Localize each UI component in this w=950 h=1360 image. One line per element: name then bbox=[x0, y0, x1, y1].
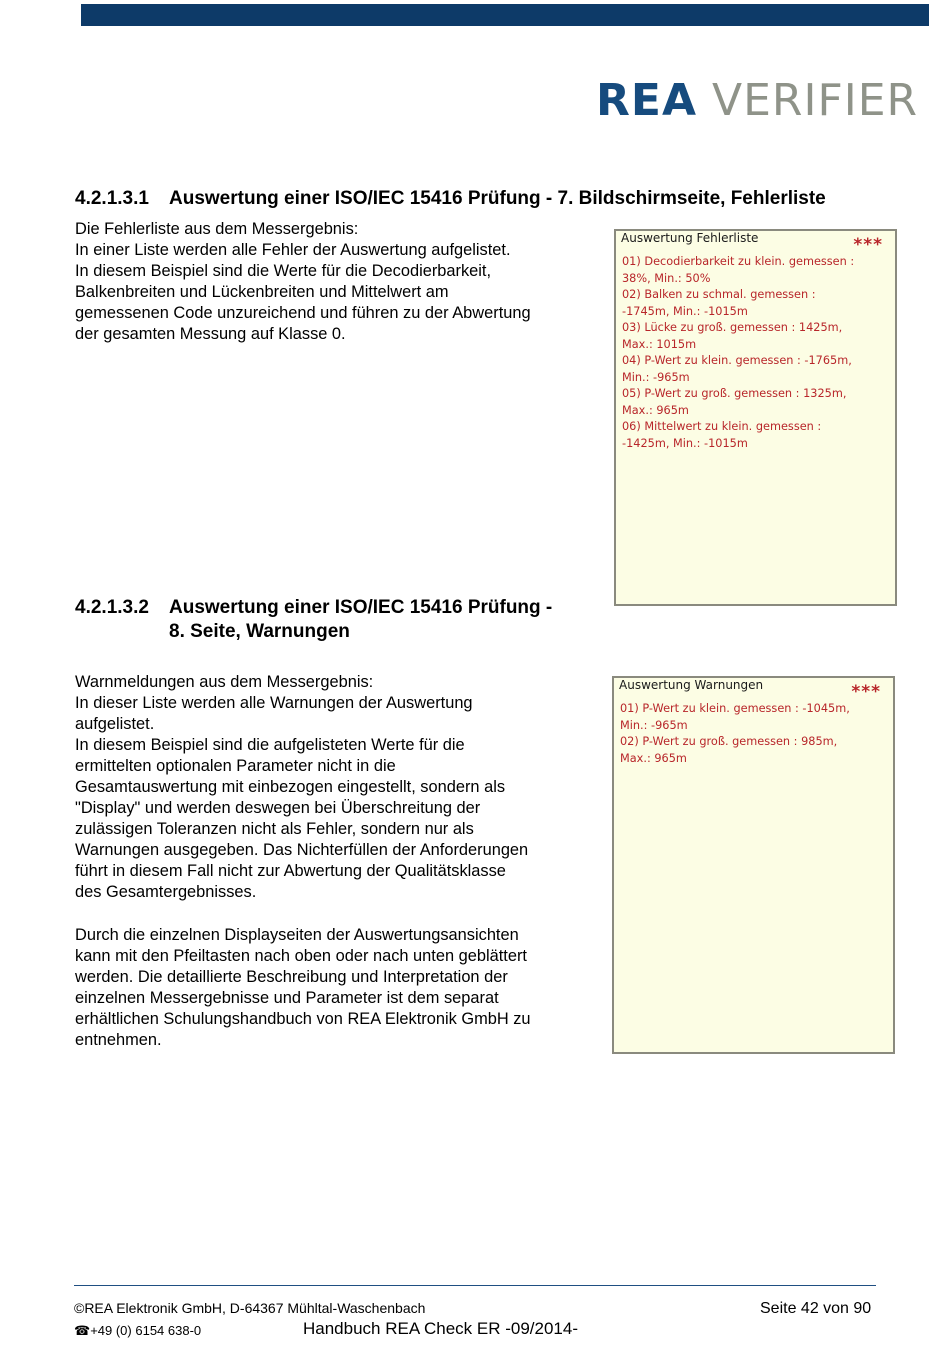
text-line: Gesamtauswertung mit einbezogen eingestellt, sondern als bbox=[75, 778, 506, 796]
screen-title: Auswertung Warnungen bbox=[619, 678, 764, 692]
text-line: Warnungen ausgegeben. Das Nichterfüllen der Anforderungen bbox=[75, 841, 529, 859]
section-title: Auswertung einer ISO/IEC 15416 Prüfung - 7. Bildschirmseite, Fehlerliste bbox=[169, 188, 826, 209]
section-number: 4.2.1.3.1 bbox=[75, 188, 149, 209]
text-line: aufgelistet. bbox=[75, 715, 155, 733]
text-line: gemessenen Code unzureichend und führen zu der Abwertung bbox=[75, 304, 531, 322]
fehlerliste-screen bbox=[614, 229, 897, 606]
warning-line: Min.: -965m bbox=[620, 718, 688, 732]
error-line: 04) P-Wert zu klein. gemessen : -1765m, bbox=[622, 354, 852, 367]
error-list bbox=[622, 254, 854, 452]
text-line: In diesem Beispiel sind die aufgelisteten Werte für die bbox=[75, 736, 465, 754]
warning-line: 02) P-Wert zu groß. gemessen : 985m, bbox=[620, 735, 838, 748]
text-line: kann mit den Pfeiltasten nach oben oder nach unten geblättert bbox=[75, 947, 527, 965]
footer-divider bbox=[74, 1285, 876, 1286]
footer-manual-title: Handbuch REA Check ER -09/2014- bbox=[303, 1319, 578, 1338]
text-line: einzelnen Messergebnisse und Parameter ist dem separat bbox=[75, 989, 499, 1007]
footer-copyright: ©REA Elektronik GmbH, D-64367 Mühltal-Waschenbach bbox=[74, 1300, 426, 1316]
warning-list bbox=[620, 701, 850, 767]
warnungen-description bbox=[75, 672, 595, 903]
section-heading-fehlerliste bbox=[75, 187, 826, 211]
warnungen-screen bbox=[612, 676, 895, 1054]
error-line: 06) Mittelwert zu klein. gemessen : bbox=[622, 420, 822, 433]
error-line: -1745m, Min.: -1015m bbox=[622, 304, 748, 318]
text-line: zulässigen Toleranzen nicht als Fehler, sondern nur als bbox=[75, 820, 474, 838]
footer-page-number: Seite 42 von 90 bbox=[760, 1300, 872, 1317]
text-line: ermittelten optionalen Parameter nicht in die bbox=[75, 757, 396, 775]
logo-rea: REA bbox=[596, 75, 697, 126]
error-line: Min.: -965m bbox=[622, 370, 690, 384]
error-line: 01) Decodierbarkeit zu klein. gemessen : bbox=[622, 255, 855, 268]
section-title-line1: Auswertung einer ISO/IEC 15416 Prüfung - bbox=[169, 597, 553, 618]
text-line: Die Fehlerliste aus dem Messergebnis: bbox=[75, 220, 359, 238]
text-line: In diesem Beispiel sind die Werte für die Decodierbarkeit, bbox=[75, 262, 492, 280]
text-line: In einer Liste werden alle Fehler der Auswertung aufgelistet. bbox=[75, 241, 511, 259]
text-line: werden. Die detaillierte Beschreibung und Interpretation der bbox=[75, 968, 508, 986]
text-line: entnehmen. bbox=[75, 1031, 162, 1049]
section-title-line2: 8. Seite, Warnungen bbox=[169, 621, 350, 642]
text-line: Durch die einzelnen Displayseiten der Auswertungsansichten bbox=[75, 926, 519, 944]
text-line: Warnmeldungen aus dem Messergebnis: bbox=[75, 673, 374, 691]
text-line: führt in diesem Fall nicht zur Abwertung der Qualitätsklasse bbox=[75, 862, 506, 880]
screen-stars: *** bbox=[853, 235, 883, 255]
error-line: -1425m, Min.: -1015m bbox=[622, 436, 748, 450]
text-line: des Gesamtergebnisses. bbox=[75, 883, 257, 901]
section-number: 4.2.1.3.2 bbox=[75, 597, 149, 618]
warning-line: Max.: 965m bbox=[620, 751, 687, 765]
section-heading-warnungen bbox=[75, 596, 552, 644]
text-line: "Display" und werden deswegen bei Überschreitung der bbox=[75, 799, 481, 817]
error-line: 03) Lücke zu groß. gemessen : 1425m, bbox=[622, 321, 843, 334]
error-line: Max.: 1015m bbox=[622, 337, 697, 351]
text-line: Balkenbreiten und Lückenbreiten und Mittelwert am bbox=[75, 283, 449, 301]
logo-verifier: VERIFIER bbox=[712, 75, 919, 126]
screen-title: Auswertung Fehlerliste bbox=[621, 231, 759, 245]
warning-line: 01) P-Wert zu klein. gemessen : -1045m, bbox=[620, 702, 850, 715]
error-line: Max.: 965m bbox=[622, 403, 689, 417]
text-line: der gesamten Messung auf Klasse 0. bbox=[75, 325, 346, 343]
error-line: 05) P-Wert zu groß. gemessen : 1325m, bbox=[622, 387, 847, 400]
text-line: In dieser Liste werden alle Warnungen der Auswertung bbox=[75, 694, 473, 712]
error-line: 02) Balken zu schmal. gemessen : bbox=[622, 288, 816, 301]
text-line: erhältlichen Schulungshandbuch von REA Elektronik GmbH zu bbox=[75, 1010, 531, 1028]
footer-phone: ☎+49 (0) 6154 638-0 bbox=[74, 1323, 202, 1338]
screen-stars: *** bbox=[851, 682, 881, 702]
header-bar bbox=[81, 4, 929, 26]
error-line: 38%, Min.: 50% bbox=[622, 271, 711, 285]
fehlerliste-description bbox=[75, 219, 595, 345]
rea-verifier-logo bbox=[596, 76, 932, 126]
navigation-description bbox=[75, 925, 595, 1051]
